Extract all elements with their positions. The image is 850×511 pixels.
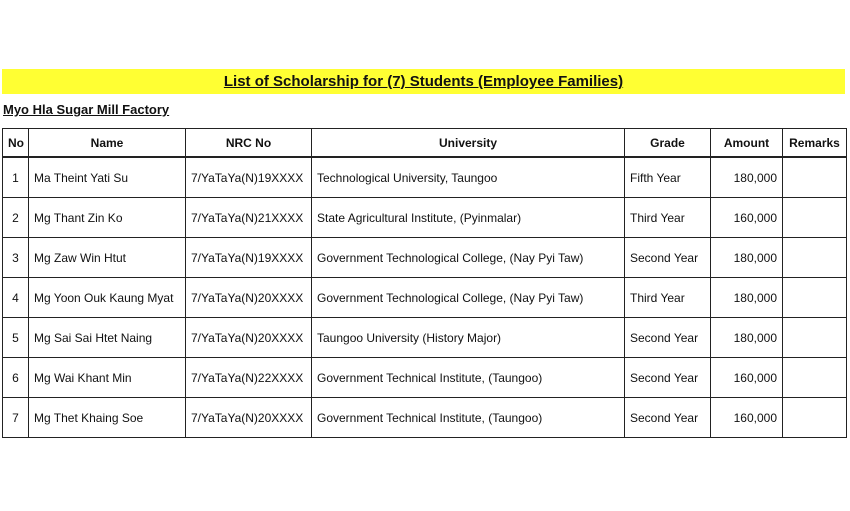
header-nrc: NRC No <box>186 129 312 158</box>
cell-university: Government Technical Institute, (Taungoo) <box>312 358 625 398</box>
table-header <box>3 129 847 158</box>
cell-nrc: 7/YaTaYa(N)20XXXX <box>186 278 312 318</box>
cell-nrc: 7/YaTaYa(N)20XXXX <box>186 318 312 358</box>
cell-nrc: 7/YaTaYa(N)21XXXX <box>186 198 312 238</box>
cell-no: 3 <box>3 238 29 278</box>
header-row <box>3 129 847 158</box>
cell-no: 7 <box>3 398 29 438</box>
cell-name: Ma Theint Yati Su <box>29 157 186 198</box>
header-grade: Grade <box>625 129 711 158</box>
cell-amount: 160,000 <box>711 398 783 438</box>
cell-amount: 160,000 <box>711 198 783 238</box>
cell-amount: 180,000 <box>711 238 783 278</box>
cell-university: Government Technological College, (Nay Pyi Taw) <box>312 278 625 318</box>
cell-remarks <box>783 358 847 398</box>
cell-university: State Agricultural Institute, (Pyinmalar) <box>312 198 625 238</box>
cell-name: Mg Yoon Ouk Kaung Myat <box>29 278 186 318</box>
cell-remarks <box>783 318 847 358</box>
cell-amount: 180,000 <box>711 278 783 318</box>
cell-name: Mg Thant Zin Ko <box>29 198 186 238</box>
factory-subtitle: Myo Hla Sugar Mill Factory <box>3 102 170 117</box>
table-row <box>3 398 847 438</box>
cell-amount: 180,000 <box>711 318 783 358</box>
cell-remarks <box>783 398 847 438</box>
cell-grade: Second Year <box>625 358 711 398</box>
cell-grade: Third Year <box>625 198 711 238</box>
cell-university: Taungoo University (History Major) <box>312 318 625 358</box>
cell-grade: Second Year <box>625 238 711 278</box>
table-row <box>3 198 847 238</box>
cell-name: Mg Wai Khant Min <box>29 358 186 398</box>
scholarship-table <box>2 128 847 438</box>
cell-name: Mg Thet Khaing Soe <box>29 398 186 438</box>
cell-nrc: 7/YaTaYa(N)20XXXX <box>186 398 312 438</box>
cell-no: 4 <box>3 278 29 318</box>
cell-university: Government Technical Institute, (Taungoo) <box>312 398 625 438</box>
cell-amount: 160,000 <box>711 358 783 398</box>
cell-grade: Third Year <box>625 278 711 318</box>
header-name: Name <box>29 129 186 158</box>
table-row <box>3 358 847 398</box>
header-remarks: Remarks <box>783 129 847 158</box>
document-title: List of Scholarship for (7) Students (Employee Families) <box>223 73 624 90</box>
cell-no: 1 <box>3 157 29 198</box>
cell-remarks <box>783 198 847 238</box>
cell-amount: 180,000 <box>711 157 783 198</box>
cell-remarks <box>783 278 847 318</box>
cell-grade: Second Year <box>625 398 711 438</box>
table-row <box>3 318 847 358</box>
cell-nrc: 7/YaTaYa(N)19XXXX <box>186 238 312 278</box>
header-university: University <box>312 129 625 158</box>
cell-grade: Fifth Year <box>625 157 711 198</box>
header-amount: Amount <box>711 129 783 158</box>
cell-remarks <box>783 157 847 198</box>
cell-name: Mg Zaw Win Htut <box>29 238 186 278</box>
table-row <box>3 278 847 318</box>
document-title-bar <box>2 69 845 94</box>
table-row <box>3 238 847 278</box>
cell-no: 2 <box>3 198 29 238</box>
cell-university: Technological University, Taungoo <box>312 157 625 198</box>
cell-university: Government Technological College, (Nay Pyi Taw) <box>312 238 625 278</box>
table-body <box>3 157 847 438</box>
cell-nrc: 7/YaTaYa(N)22XXXX <box>186 358 312 398</box>
cell-no: 6 <box>3 358 29 398</box>
cell-nrc: 7/YaTaYa(N)19XXXX <box>186 157 312 198</box>
header-no: No <box>3 129 29 158</box>
cell-grade: Second Year <box>625 318 711 358</box>
cell-remarks <box>783 238 847 278</box>
cell-no: 5 <box>3 318 29 358</box>
table-row <box>3 157 847 198</box>
cell-name: Mg Sai Sai Htet Naing <box>29 318 186 358</box>
